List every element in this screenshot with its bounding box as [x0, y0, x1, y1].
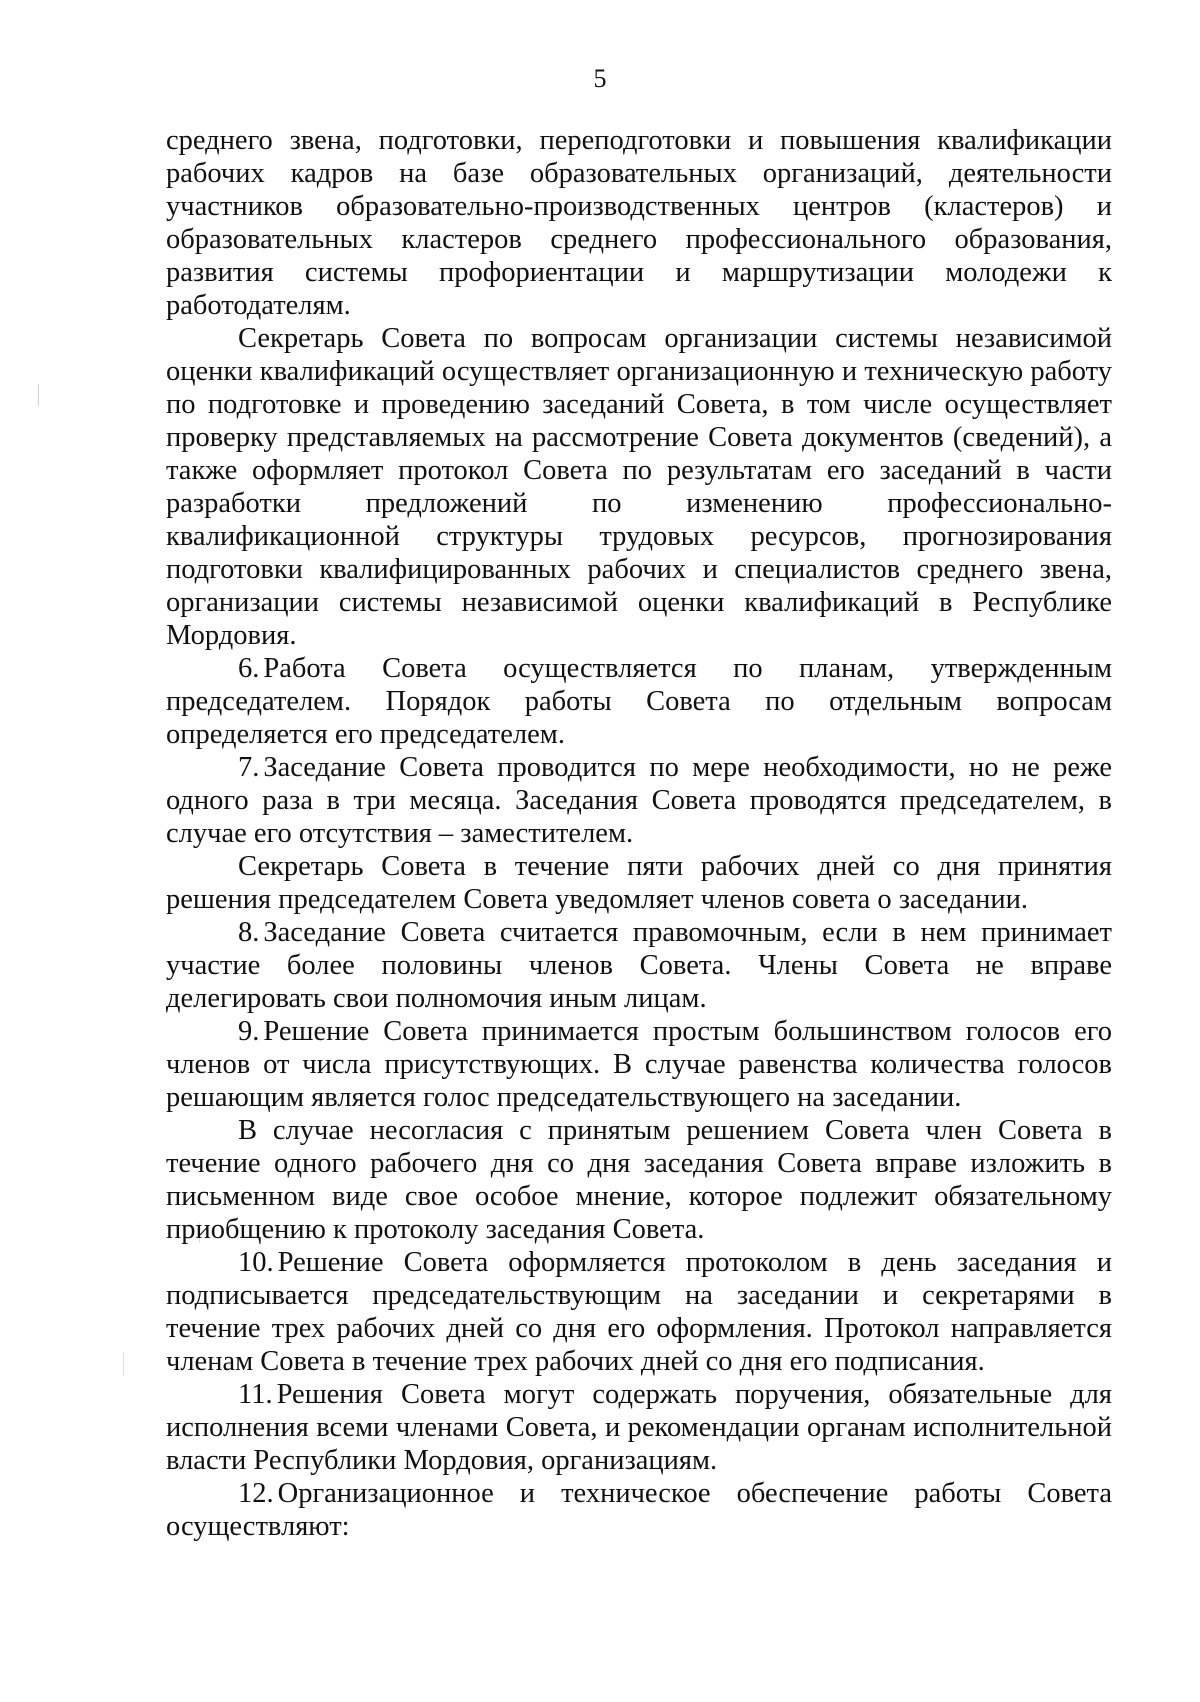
paragraph-text: В случае несогласия с принятым решением Совета член Совета в течение одного рабочего дня со дня заседания Совета вправе изложить в письменном виде свое особое мнение, которое подлежит обязательному приобщению к протоколу заседания Совета. — [166, 1115, 1112, 1245]
paragraph-text: Заседание Совета считается правомочным, если в нем принимает участие более половины членов Совета. Члены Совета не вправе делегировать свои полномочия иным лицам. — [166, 917, 1112, 1014]
scan-artifact-mark — [123, 1352, 124, 1376]
paragraph-item-12 — [166, 1477, 1112, 1543]
page-number: 5 — [593, 64, 607, 93]
paragraph-text: Организационное и техническое обеспечение работы Совета осуществляют: — [166, 1478, 1112, 1542]
paragraph-item-10 — [166, 1246, 1112, 1378]
document-body — [166, 124, 1112, 1543]
paragraph-text: Работа Совета осуществляется по планам, утвержденным председателем. Порядок работы Совета по отдельным вопросам определяется его председателем. — [166, 653, 1112, 750]
paragraph-number: 7. — [238, 752, 260, 783]
paragraph-continuation — [166, 124, 1112, 322]
paragraph-text: Решение Совета принимается простым большинством голосов его членов от числа присутствующих. В случае равенства количества голосов решающим является голос председательствующего на заседании. — [166, 1016, 1112, 1113]
paragraph-number: 10. — [238, 1247, 274, 1278]
paragraph-number: 12. — [238, 1478, 274, 1509]
paragraph-secretary — [166, 322, 1112, 652]
paragraph-item-9 — [166, 1015, 1112, 1114]
paragraph-number: 11. — [238, 1379, 273, 1410]
paragraph-dissent — [166, 1114, 1112, 1246]
paragraph-number: 9. — [238, 1016, 260, 1047]
paragraph-number: 6. — [238, 653, 260, 684]
paragraph-text: Заседание Совета проводится по мере необходимости, но не реже одного раза в три месяца. Заседания Совета проводятся председателем, в случае его отсутствия – заместителем. — [166, 752, 1112, 849]
paragraph-text: Решение Совета оформляется протоколом в день заседания и подписывается председательствующим на заседании и секретарями в течение трех рабочих дней со дня его оформления. Протокол направляется членам Совета в течение трех рабочих дней со дня его подписания. — [166, 1247, 1112, 1377]
paragraph-secretary-notice — [166, 850, 1112, 916]
paragraph-item-8 — [166, 916, 1112, 1015]
paragraph-item-7 — [166, 751, 1112, 850]
paragraph-item-11 — [166, 1378, 1112, 1477]
paragraph-text: Секретарь Совета в течение пяти рабочих дней со дня принятия решения председателем Совета уведомляет членов совета о заседании. — [166, 851, 1112, 915]
scan-artifact-mark — [38, 384, 39, 406]
paragraph-text: Решения Совета могут содержать поручения, обязательные для исполнения всеми членами Совета, и рекомендации органам исполнительной власти Республики Мордовия, организациям. — [166, 1379, 1112, 1476]
paragraph-item-6 — [166, 652, 1112, 751]
paragraph-text: Секретарь Совета по вопросам организации системы независимой оценки квалификаций осуществляет организационную и техническую работу по подготовке и проведению заседаний Совета, в том числе осуществляет проверку представляемых на рассмотрение Совета документов (сведений), а также оформляет протокол Совета по результатам его заседаний в части разработки предложений по изменению профессионально-квалификационной структуры трудовых ресурсов, прогнозирования подготовки квалифицированных рабочих и специалистов среднего звена, организации системы независимой оценки квалификаций в Республике Мордовия. — [166, 323, 1112, 651]
paragraph-number: 8. — [238, 917, 260, 948]
paragraph-text: среднего звена, подготовки, переподготовки и повышения квалификации рабочих кадров на базе образовательных организаций, деятельности участников образовательно-производственных центров (кластеров) и образовательных кластеров среднего профессионального образования, развития системы профориентации и маршрутизации молодежи к работодателям. — [166, 125, 1112, 321]
